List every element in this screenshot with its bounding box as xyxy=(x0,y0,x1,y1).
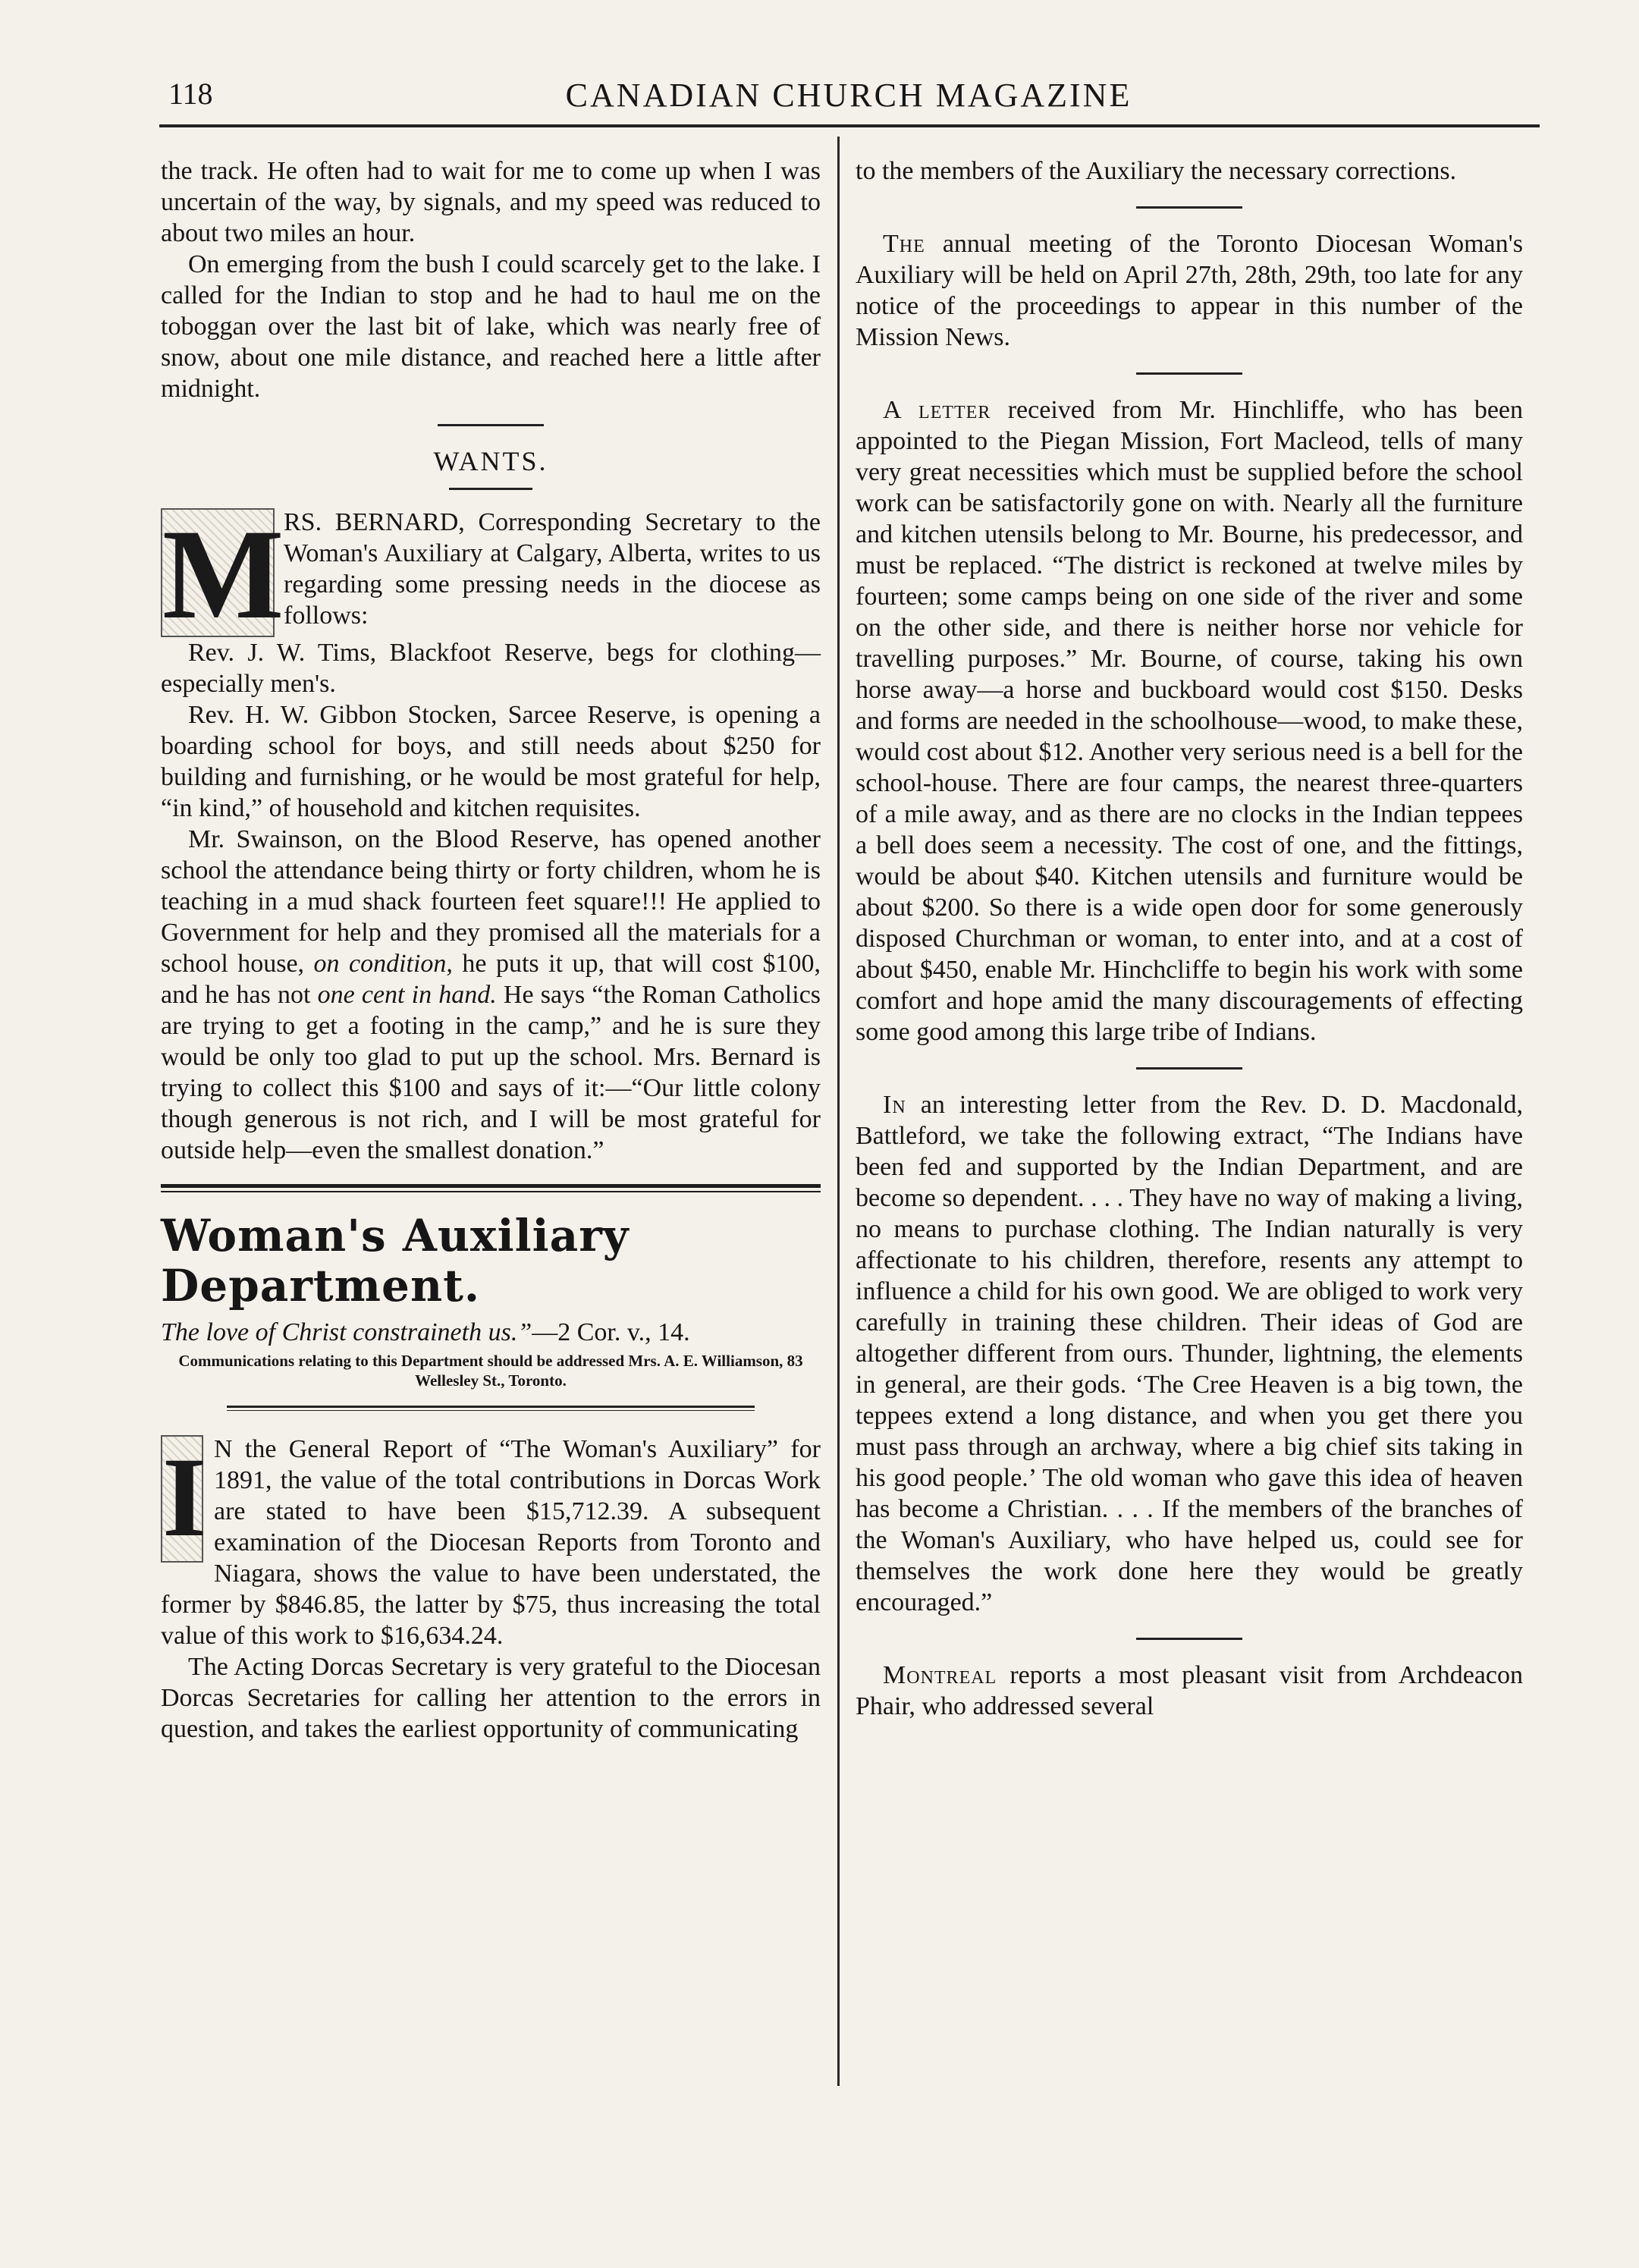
text-run: an interesting letter from the Rev. D. D. Macdonald, Battleford, we take the following extract, “The Indians have been fed and supported by the Indian Department, and are become so dependent. . . . They have no way of making a living, no means to purchase clothing. The Indian naturally is very affectionate to his children, therefore, resents any attempt to influence a child for his own good. We are obliged to work very carefully in training these children. Their ideas of God are altogether different from ours. Thunder, lightning, the elements in general, are their gods. ‘The Cree Heaven is a big town, the teppees extend a long distance, and when you get there you must pass through an archway, where a big chief sits taking in his good people.’ The old woman who gave this idea of heaven has become a Christian. . . . If the members of the branches of the Woman's Auxiliary, who have helped us, could see for themselves the work done here they would be greatly encouraged.” xyxy=(856,1091,1524,1616)
paragraph: the track. He often had to wait for me to come up when I was uncertain of the way, by signals, and my speed was reduced to about two miles an hour. xyxy=(161,157,821,247)
wants-intro xyxy=(161,507,821,637)
ornamental-initial: M xyxy=(162,507,284,637)
lead-word: A letter xyxy=(883,396,991,424)
column-divider xyxy=(837,137,840,2086)
lead-word: The xyxy=(883,230,925,258)
department-notice: Communications relating to this Department should be addressed Mrs. A. E. Williamson, 83 Wellesley St., Toronto. xyxy=(178,1352,803,1390)
dorcas-report xyxy=(161,1434,821,1651)
text-run: received from Mr. Hinchliffe, who has been appointed to the Piegan Mission, Fort Macleod, tells of many very great necessities which must be supplied before the school work can be satisfactorily gone on with. Nearly all the furniture and kitchen utensils belong to Mr. Bourne, his predecessor, and must be replaced. “The district is reckoned at twelve miles by fourteen; some camps being on one side of the river and some on the other side, and there is neither horse nor vehicle for travelling purposes.” Mr. Bourne, of course, taking his own horse away—a horse and buckboard would cost $150. Desks and forms are needed in the schoolhouse—wood, to make these, would cost about $12. Another very serious need is a bell for the school-house. There are four camps, the nearest three-quarters of a mile away, and as there are no clocks in the Indian teppees a bell does seem a necessity. The cost of one, and the fittings, would be about $40. Kitchen utensils and furniture would be about $200. So there is a wide open door for some generously disposed Churchman or woman, to enter into, and at a cost of about $450, enable Mr. Hinchcliffe to begin his work with some comfort and hope amid the many discouragements of effecting some good among this large tribe of Indians. xyxy=(856,396,1523,1046)
paragraph xyxy=(856,1089,1523,1618)
paragraph xyxy=(856,228,1523,353)
paragraph: On emerging from the bush I could scarcely get to the lake. I called for the Indian to stop and he had to haul me on the toboggan over the last bit of lake, which was nearly free of snow, about one mile distance, and reached here a little after midnight. xyxy=(161,250,821,403)
motto xyxy=(161,1317,821,1348)
paragraph: The Acting Dorcas Secretary is very grateful to the Diocesan Dorcas Secretaries for calling her attention to the errors in question, and takes the earliest opportunity of communicating xyxy=(161,1653,821,1743)
motto-text: The love of Christ constraineth us.” xyxy=(161,1318,532,1346)
dorcas-report-text: N the General Report of “The Woman's Auxiliary” for 1891, the value of the total contributions in Dorcas Work are stated to have been $15,712.39. A subsequent examination of the Diocesan Reports from Toronto and Niagara, shows the value to have been understated, the former by $846.85, the latter by $75, thus increasing the total value of this work to $16,634.24. xyxy=(161,1435,821,1650)
paragraph: Rev. J. W. Tims, Blackfoot Reserve, begs for clothing—especially men's. xyxy=(161,639,821,698)
emphasis: one cent in hand. xyxy=(317,981,497,1009)
motto-reference: —2 Cor. v., 14. xyxy=(532,1318,690,1346)
text-run: Mr. Swainson, on the Blood Reserve, has opened another school the attendance being thirty or forty children, whom he is teaching in a mud shack fourteen feet square!!! He applied to Government for help and they promised all the materials for a school house, xyxy=(161,825,821,978)
department-heading: Woman's Auxiliary Department. xyxy=(161,1210,630,1311)
department-rule xyxy=(161,1184,821,1192)
header-rule xyxy=(159,124,1540,127)
right-column xyxy=(856,155,1523,1722)
paragraph xyxy=(856,394,1523,1048)
text-run: He says “the Roman Catholics are trying to get a footing in the camp,” and he is sure they would be only too glad to put up the school. Mrs. Bernard is trying to collect this $100 and says of it:—“Our little colony though generous is not rich, and I will be most grateful for outside help—even the smallest donation.” xyxy=(161,981,821,1164)
paragraph xyxy=(161,824,821,1166)
ornamental-initial: I xyxy=(161,1435,203,1563)
section-rule xyxy=(1136,1638,1242,1640)
left-column xyxy=(161,155,821,1745)
wants-heading: WANTS. xyxy=(433,446,548,476)
lead-word: Montreal xyxy=(883,1661,997,1689)
lead-word: In xyxy=(883,1091,906,1119)
section-rule xyxy=(1136,206,1242,209)
paragraph: Rev. H. W. Gibbon Stocken, Sarcee Reserve, is opening a boarding school for boys, and still needs about $250 for building and furnishing, or he would be most grateful for help, “in kind,” of household and kitchen requisites. xyxy=(161,701,821,822)
section-rule xyxy=(438,424,544,426)
text-run: reports a most pleasant visit from Archdeacon Phair, who addressed several xyxy=(856,1661,1523,1720)
page-header xyxy=(161,76,1537,121)
section-rule xyxy=(1136,1067,1242,1070)
section-rule xyxy=(1136,372,1242,375)
wants-intro-text: RS. BERNARD, Corresponding Secretary to the Woman's Auxiliary at Calgary, Alberta, writes to us regarding some pressing needs in the diocese as follows: xyxy=(284,508,821,630)
text-run: annual meeting of the Toronto Diocesan Woman's Auxiliary will be held on April 27th, 28th, 29th, too late for any notice of the proceedings to appear in this number of the Mission News. xyxy=(856,230,1523,351)
paragraph xyxy=(856,1660,1523,1722)
emphasis: on condition, xyxy=(313,950,453,978)
page-number: 118 xyxy=(168,77,213,111)
section-rule xyxy=(449,488,532,490)
paragraph: to the members of the Auxiliary the necessary corrections. xyxy=(856,157,1457,185)
department-rule xyxy=(227,1406,755,1411)
text-run: he puts it up, that will cost $100, and he has not xyxy=(161,950,821,1009)
magazine-title: CANADIAN CHURCH MAGAZINE xyxy=(565,77,1132,114)
